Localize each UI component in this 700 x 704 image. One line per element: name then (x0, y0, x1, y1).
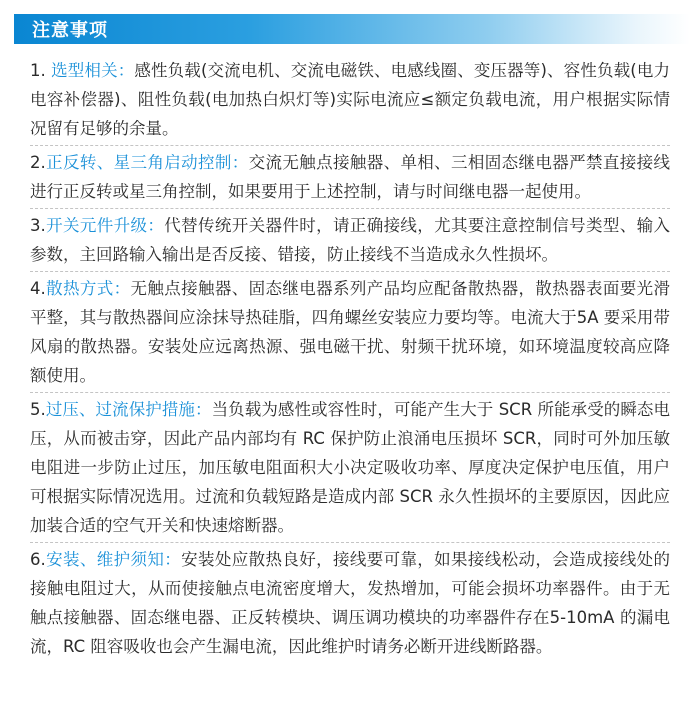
note-text: 无触点接触器、固态继电器系列产品均应配备散热器，散热器表面要光滑平整，其与散热器间应涂抹导热硅脂，四角螺丝安装应力要均等。电流大于5A 要采用带风扇的散热器。安装处应远离热源、强电磁干扰、射频干扰环境，如环境温度较高应降额使用。 (30, 279, 671, 385)
note-item-1 (30, 54, 670, 146)
note-item-4 (30, 272, 670, 393)
note-number: 2. (30, 153, 46, 172)
note-item-6 (30, 543, 670, 663)
note-text: 当负载为感性或容性时，可能产生大于 SCR 所能承受的瞬态电压，从而被击穿，因此产品内部均有 RC 保护防止浪涌电压损坏 SCR，同时可外加压敏电阻进一步防止过压，加压敏电阻面积大小决定吸收功率、厚度决定保护电压值，用户可根据实际情况选用。过流和负载短路是造成内部 SCR 永久性损坏的主要原因，因此应加装合适的空气开关和快速熔断器。 (30, 400, 671, 535)
note-text: 交流无触点接触器、单相、三相固态继电器严禁直接接线进行正反转或星三角控制，如果要用于上述控制，请与时间继电器一起使用。 (30, 153, 671, 201)
note-text: 感性负载(交流电机、交流电磁铁、电感线圈、变压器等)、容性负载(电力电容补偿器)、阻性负载(电加热白炽灯等)实际电流应≤额定负载电流，用户根据实际情况留有足够的余量。 (30, 61, 670, 138)
note-number: 4. (30, 279, 46, 298)
section-title: 注意事项 (32, 20, 108, 41)
note-number: 3. (30, 216, 46, 235)
note-text: 代替传统开关器件时，请正确接线，尤其要注意控制信号类型、输入参数，主回路输入输出是否反接、错接，防止接线不当造成永久性损坏。 (30, 216, 671, 264)
note-number: 6. (30, 550, 46, 569)
note-item-2 (30, 146, 670, 209)
note-item-3 (30, 209, 670, 272)
note-label: 正反转、星三角启动控制： (45, 153, 249, 172)
note-label: 过压、过流保护措施： (45, 400, 212, 419)
note-label: 安装、维护须知： (45, 550, 182, 569)
note-label: 散热方式： (45, 279, 131, 298)
note-text: 安装处应散热良好，接线要可靠，如果接线松动，会造成接线处的接触电阻过大，从而使接触点电流密度增大，发热增加，可能会损坏功率器件。由于无触点接触器、固态继电器、正反转模块、调压调功模块的功率器件存在5-10mA 的漏电流，RC 阻容吸收也会产生漏电流，因此维护时请务必断开进线断路器。 (30, 550, 671, 656)
note-label: 选型相关： (51, 61, 135, 80)
section-header (14, 14, 690, 44)
note-label: 开关元件升级： (45, 216, 165, 235)
note-number: 1. (30, 61, 52, 80)
note-number: 5. (30, 400, 46, 419)
note-item-5 (30, 393, 670, 543)
notes-list (30, 54, 670, 663)
